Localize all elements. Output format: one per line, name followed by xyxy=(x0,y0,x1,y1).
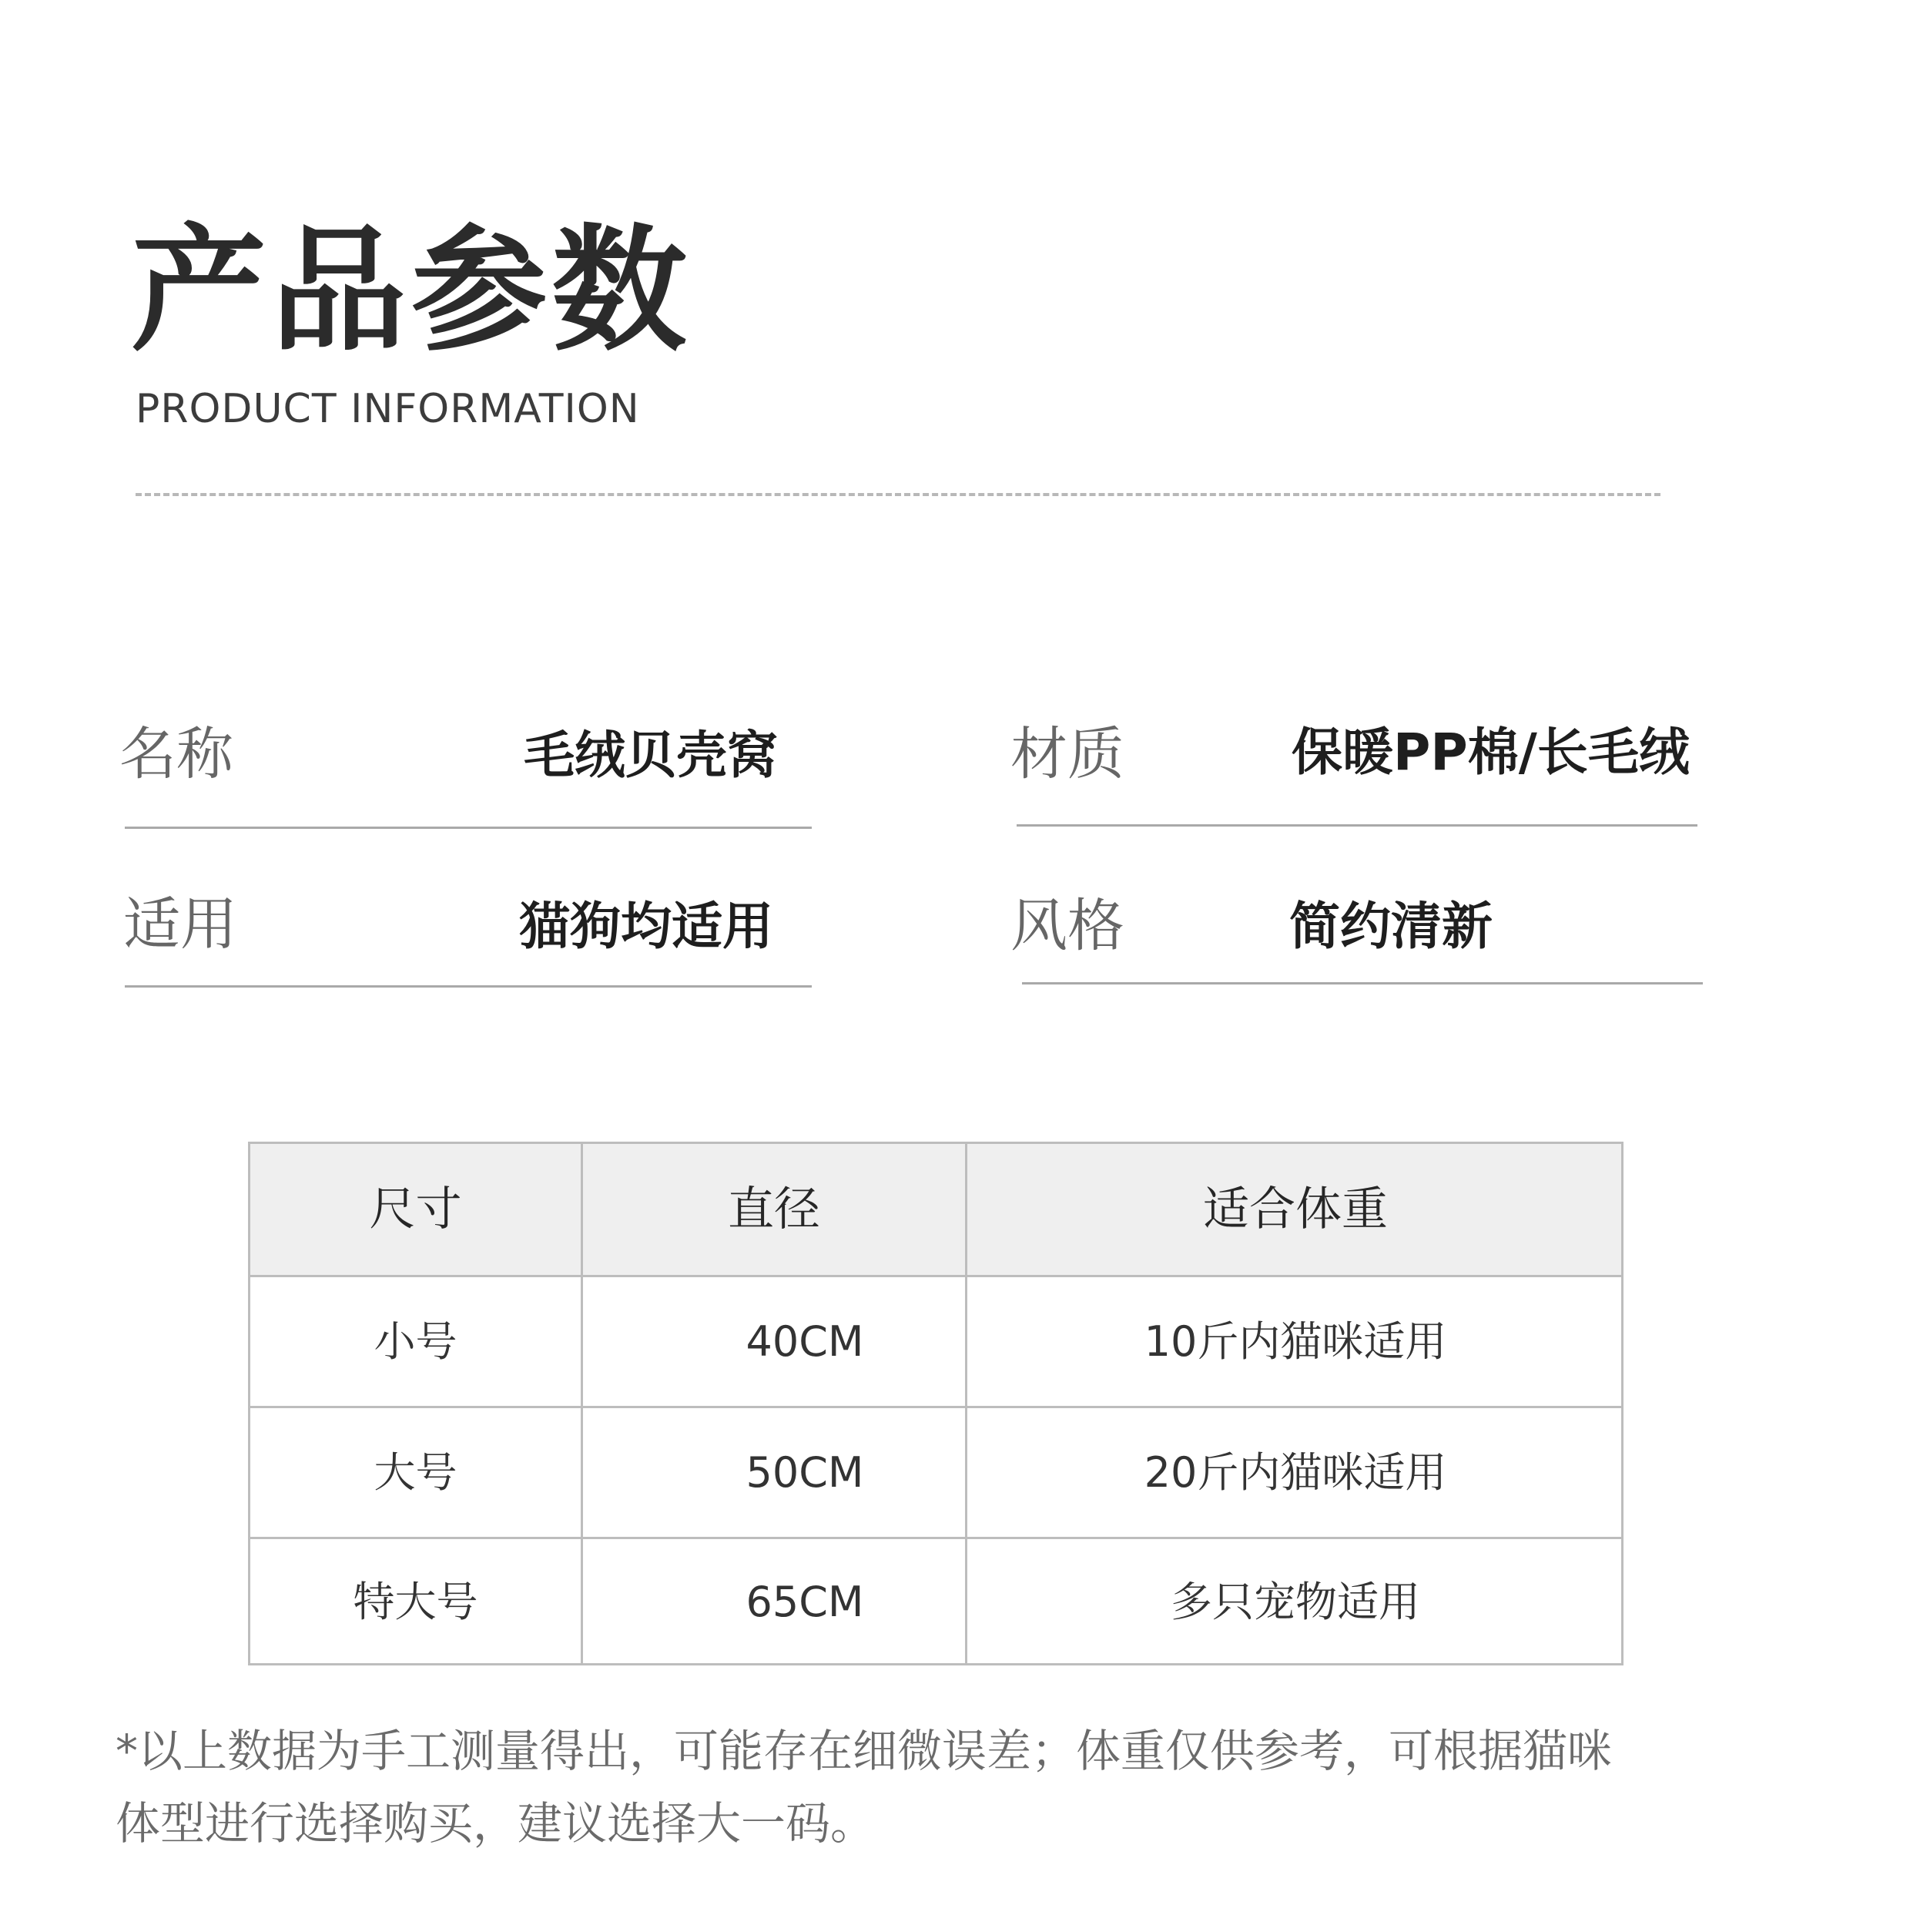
table-cell-size: 特大号 xyxy=(353,1578,478,1626)
table-cell-size: 小号 xyxy=(374,1317,457,1366)
page-title: 产品参数 xyxy=(131,212,692,370)
table-cell-weight: 多只宠物适用 xyxy=(1171,1578,1420,1626)
spec-material-value: 保暖PP棉/长毛绒 xyxy=(1292,723,1690,782)
spec-style-label: 风格 xyxy=(1010,893,1124,959)
footnote-line: *以上数据为手工测量得出，可能存在细微误差；体重仅供参考，可根据猫咪 xyxy=(116,1725,1613,1777)
spec-usage-value: 猫狗均适用 xyxy=(519,897,773,956)
spec-name-label: 名称 xyxy=(119,721,233,787)
spec-style-value: 简约清新 xyxy=(1289,897,1493,956)
dashed-divider xyxy=(136,493,1660,496)
footnote-line: 体型进行选择购买，建议选择大一码。 xyxy=(116,1797,876,1850)
table-cell-diameter: 50CM xyxy=(746,1447,864,1497)
spec-usage-label: 适用 xyxy=(123,891,237,958)
size-table xyxy=(248,1142,1624,1665)
table-header-diameter: 直径 xyxy=(728,1182,820,1236)
page-subtitle: PRODUCT INFORMATION xyxy=(136,386,640,432)
spec-name-value: 毛绒贝壳窝 xyxy=(524,726,778,785)
spec-material-label: 材质 xyxy=(1010,721,1124,787)
table-cell-weight: 10斤内猫咪适用 xyxy=(1144,1317,1447,1366)
spec-divider xyxy=(1022,982,1703,984)
spec-divider xyxy=(125,985,812,988)
spec-divider xyxy=(1017,824,1697,827)
table-cell-weight: 20斤内猫咪适用 xyxy=(1144,1447,1447,1497)
table-cell-diameter: 65CM xyxy=(746,1578,864,1626)
table-cell-size: 大号 xyxy=(374,1447,457,1497)
table-header-size: 尺寸 xyxy=(369,1182,462,1236)
table-cell-diameter: 40CM xyxy=(746,1317,864,1366)
spec-divider xyxy=(125,827,812,829)
table-header-weight: 适合体重 xyxy=(1203,1182,1388,1236)
footnote xyxy=(116,1715,1810,1860)
